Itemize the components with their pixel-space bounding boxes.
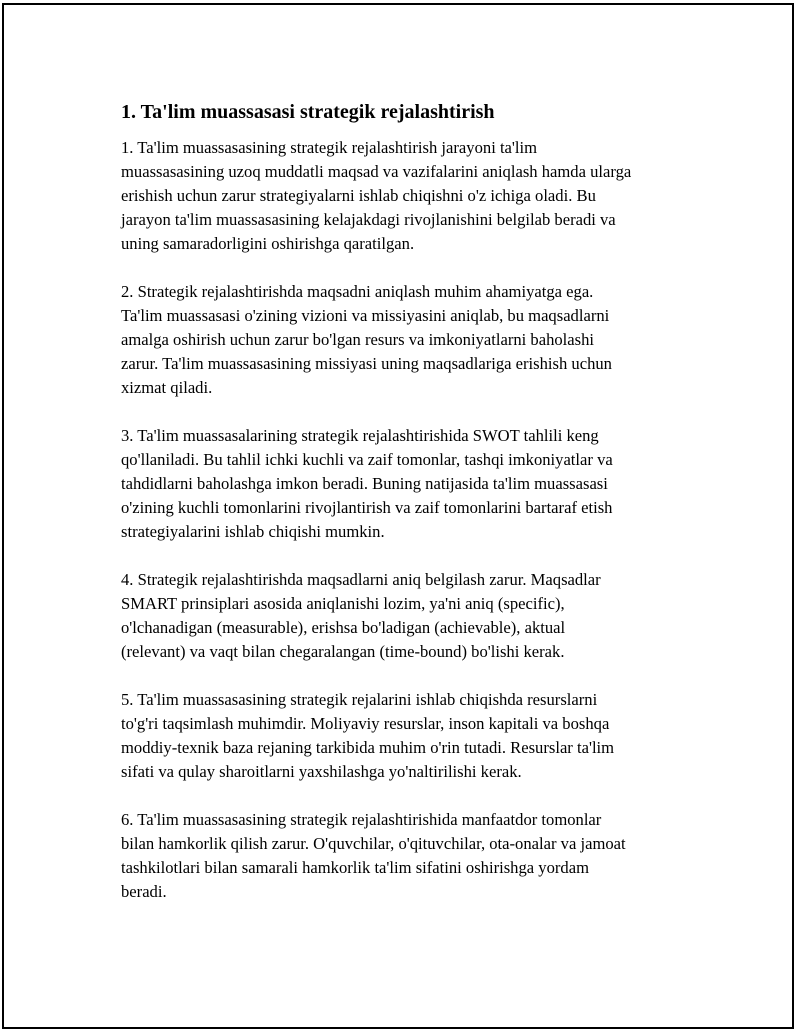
paragraph-line: sifati va qulay sharoitlarni yaxshilashga yo'naltirilishi kerak. xyxy=(121,762,522,781)
paragraph-line: xizmat qiladi. xyxy=(121,378,213,397)
paragraph-line: muassasasining uzoq muddatli maqsad va vazifalarini aniqlash hamda ularga xyxy=(121,162,632,181)
paragraph-line: 1. Ta'lim muassasasining strategik rejalashtirish jarayoni ta'lim xyxy=(121,138,538,157)
paragraph-line: 3. Ta'lim muassasalarining strategik rejalashtirishida SWOT tahlili keng xyxy=(121,426,599,445)
paragraph-line: SMART prinsiplari asosida aniqlanishi lozim, ya'ni aniq (specific), xyxy=(121,594,565,613)
paragraph-4 xyxy=(121,568,711,664)
paragraph-line: jarayon ta'lim muassasasining kelajakdagi rivojlanishini belgilab beradi va xyxy=(121,210,616,229)
document-body xyxy=(121,100,711,928)
paragraph-line: to'g'ri taqsimlash muhimdir. Moliyaviy resurslar, inson kapitali va boshqa xyxy=(121,714,610,733)
paragraph-line: o'zining kuchli tomonlarini rivojlantirish va zaif tomonlarini bartaraf etish xyxy=(121,498,613,517)
paragraph-line: beradi. xyxy=(121,882,167,901)
document-title: 1. Ta'lim muassasasi strategik rejalashtirish xyxy=(121,101,495,123)
paragraph-line: o'lchanadigan (measurable), erishsa bo'ladigan (achievable), aktual xyxy=(121,618,566,637)
paragraph-line: Ta'lim muassasasi o'zining vizioni va missiyasini aniqlab, bu maqsadlarni xyxy=(121,306,610,325)
paragraph-line: uning samaradorligini oshirishga qaratilgan. xyxy=(121,234,415,253)
paragraph-5 xyxy=(121,688,711,784)
paragraph-1 xyxy=(121,136,711,256)
paragraph-line: zarur. Ta'lim muassasasining missiyasi uning maqsadlariga erishish uchun xyxy=(121,354,612,373)
paragraph-line: 2. Strategik rejalashtirishda maqsadni aniqlash muhim ahamiyatga ega. xyxy=(121,282,594,301)
paragraph-line: 6. Ta'lim muassasasining strategik rejalashtirishida manfaatdor tomonlar xyxy=(121,810,602,829)
paragraph-line: (relevant) va vaqt bilan chegaralangan (time-bound) bo'lishi kerak. xyxy=(121,642,565,661)
paragraph-line: strategiyalarini ishlab chiqishi mumkin. xyxy=(121,522,385,541)
paragraph-line: tahdidlarni baholashga imkon beradi. Buning natijasida ta'lim muassasasi xyxy=(121,474,608,493)
paragraph-6 xyxy=(121,808,711,904)
page-frame xyxy=(2,3,794,1029)
paragraph-line: amalga oshirish uchun zarur bo'lgan resurs va imkoniyatlarni baholashi xyxy=(121,330,595,349)
paragraph-3 xyxy=(121,424,711,544)
paragraph-line: erishish uchun zarur strategiyalarni ishlab chiqishni o'z ichiga oladi. Bu xyxy=(121,186,596,205)
paragraph-line: tashkilotlari bilan samarali hamkorlik ta'lim sifatini oshirishga yordam xyxy=(121,858,589,877)
paragraph-line: qo'llaniladi. Bu tahlil ichki kuchli va zaif tomonlar, tashqi imkoniyatlar va xyxy=(121,450,613,469)
paragraph-2 xyxy=(121,280,711,400)
paragraph-line: bilan hamkorlik qilish zarur. O'quvchilar, o'qituvchilar, ota-onalar va jamoat xyxy=(121,834,626,853)
paragraph-line: moddiy-texnik baza rejaning tarkibida muhim o'rin tutadi. Resurslar ta'lim xyxy=(121,738,615,757)
paragraph-line: 4. Strategik rejalashtirishda maqsadlarni aniq belgilash zarur. Maqsadlar xyxy=(121,570,601,589)
paragraph-line: 5. Ta'lim muassasasining strategik rejalarini ishlab chiqishda resurslarni xyxy=(121,690,598,709)
